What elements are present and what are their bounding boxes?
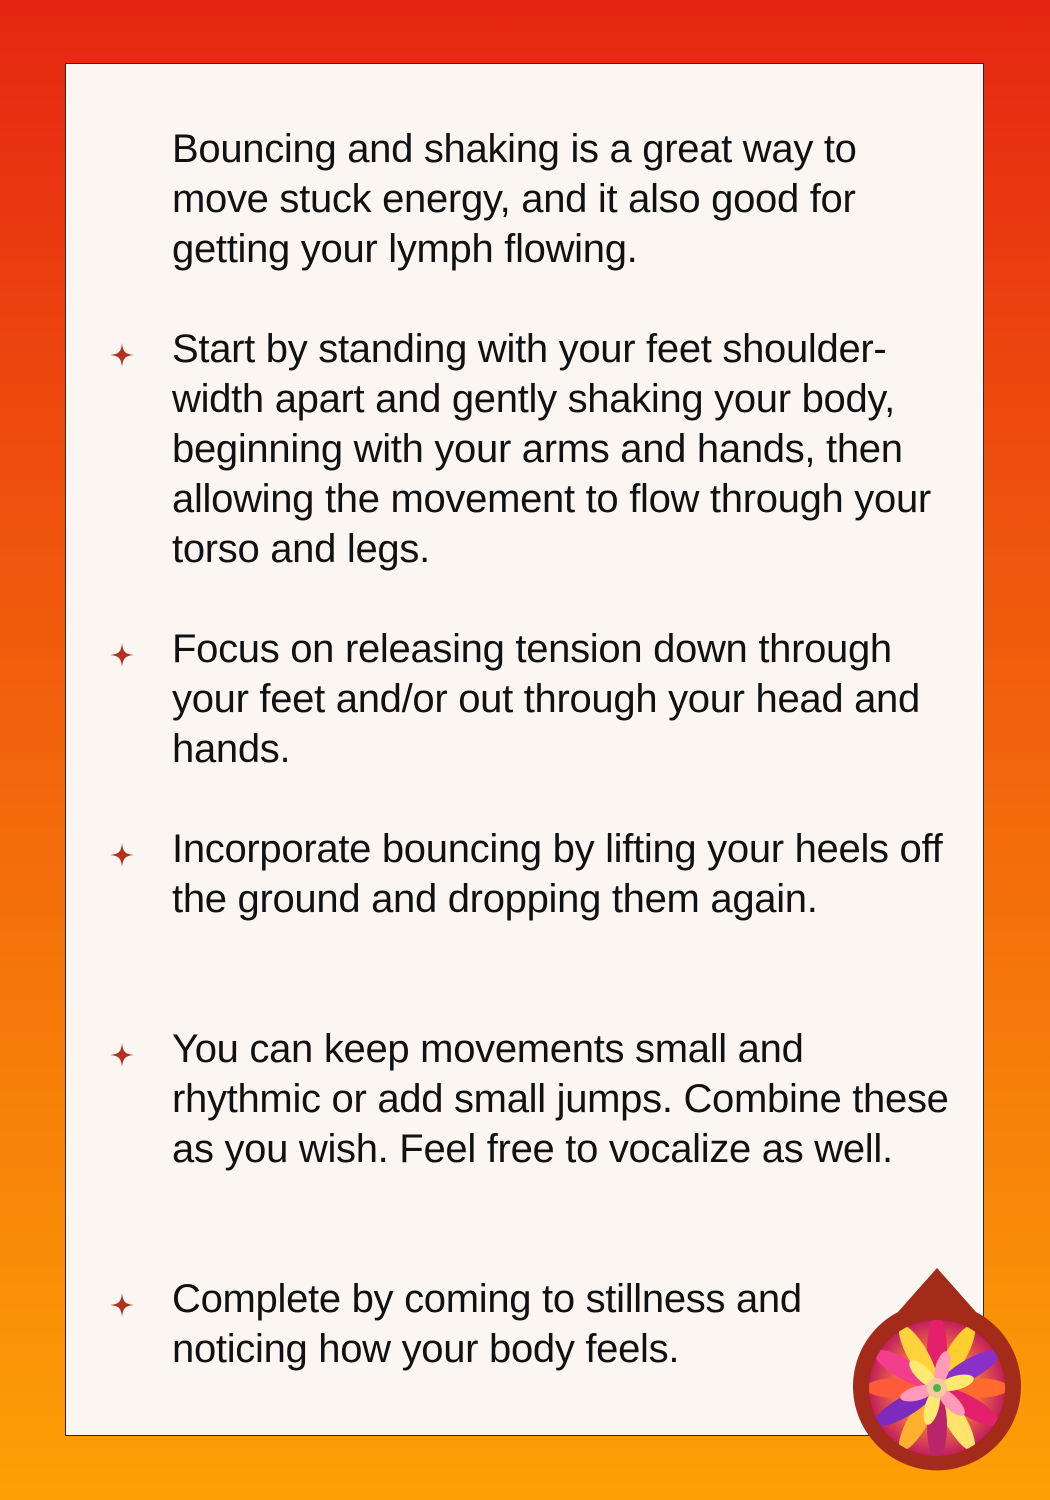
step-item: Incorporate bouncing by lifting your heels off the ground and dropping them again. [172, 827, 943, 921]
step-item: Focus on releasing tension down through your feet and/or out through your head and hands. [172, 627, 920, 771]
intro-paragraph: Bouncing and shaking is a great way to move stuck energy, and it also good for getting your lymph flowing. [172, 127, 857, 271]
step-item: Start by standing with your feet shoulder-width apart and gently shaking your body, beginning with your arms and hands, then allowing the movement to flow through your torso and legs. [172, 327, 931, 571]
sparkle-bullet-icon [108, 641, 136, 669]
step-item: Complete by coming to stillness and noticing how your body feels. [172, 1277, 802, 1371]
step-item: You can keep movements small and rhythmic or add small jumps. Combine these as you wish. Feel free to vocalize as well. [172, 1027, 949, 1171]
sparkle-bullet-icon [108, 341, 136, 369]
sparkle-bullet-icon [108, 841, 136, 869]
content-card [65, 63, 984, 1436]
sparkle-bullet-icon [108, 1041, 136, 1069]
mandala-drop-emblem [851, 1268, 1023, 1474]
sparkle-bullet-icon [108, 1291, 136, 1319]
